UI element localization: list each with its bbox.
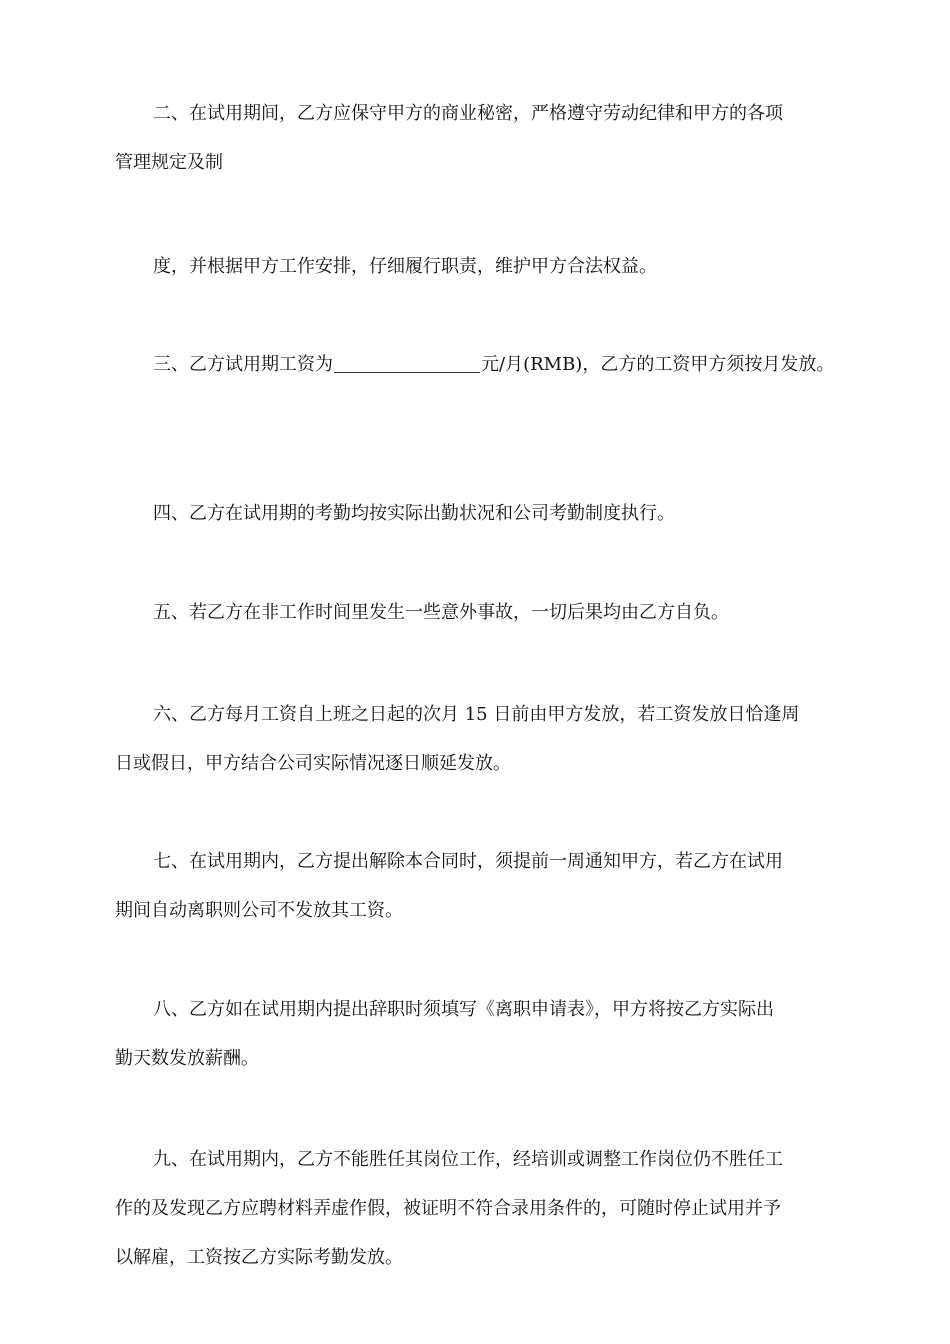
clause-3-line-1 xyxy=(115,340,845,389)
clause-3 xyxy=(115,340,845,389)
clause-8-line-2: 勤天数发放薪酬。 xyxy=(115,1048,259,1069)
clause-3-suffix: 元/月(RMB)，乙方的工资甲方须按月发放。 xyxy=(481,354,835,375)
clause-7 xyxy=(115,837,845,935)
clause-9-line-1: 九、在试用期内，乙方不能胜任其岗位工作，经培训或调整工作岗位仍不胜任工 xyxy=(153,1149,783,1170)
clause-2-continued xyxy=(115,242,845,291)
clause-6-line-1: 六、乙方每月工资自上班之日起的次月 15 日前由甲方发放，若工资发放日恰逢周 xyxy=(153,704,800,725)
clause-5 xyxy=(115,588,845,637)
clause-8-line-1: 八、乙方如在试用期内提出辞职时须填写《离职申请表》，甲方将按乙方实际出 xyxy=(153,999,774,1020)
clause-2-line-3: 度，并根据甲方工作安排，仔细履行职责，维护甲方合法权益。 xyxy=(153,256,657,277)
clause-3-prefix: 三、乙方试用期工资为 xyxy=(153,354,333,375)
clause-9-line-2: 作的及发现乙方应聘材料弄虚作假，被证明不符合录用条件的，可随时停止试用并予 xyxy=(115,1198,781,1219)
clause-4-line-1: 四、乙方在试用期的考勤均按实际出勤状况和公司考勤制度执行。 xyxy=(153,503,675,524)
clause-4 xyxy=(115,489,845,538)
clause-5-line-1: 五、若乙方在非工作时间里发生一些意外事故，一切后果均由乙方自负。 xyxy=(153,602,729,623)
clause-6-line-2: 日或假日，甲方结合公司实际情况逐日顺延发放。 xyxy=(115,753,511,774)
salary-blank-field[interactable] xyxy=(334,354,480,373)
clause-7-line-2: 期间自动离职则公司不发放其工资。 xyxy=(115,900,403,921)
clause-2 xyxy=(115,89,845,187)
clause-9-line-3: 以解雇，工资按乙方实际考勤发放。 xyxy=(115,1247,403,1268)
clause-9 xyxy=(115,1135,845,1282)
clause-2-line-2: 管理规定及制 xyxy=(115,152,223,173)
clause-6 xyxy=(115,690,845,788)
clause-2-line-1: 二、在试用期间，乙方应保守甲方的商业秘密，严格遵守劳动纪律和甲方的各项 xyxy=(153,103,783,124)
clause-7-line-1: 七、在试用期内，乙方提出解除本合同时，须提前一周通知甲方，若乙方在试用 xyxy=(153,851,783,872)
clause-8 xyxy=(115,985,845,1083)
